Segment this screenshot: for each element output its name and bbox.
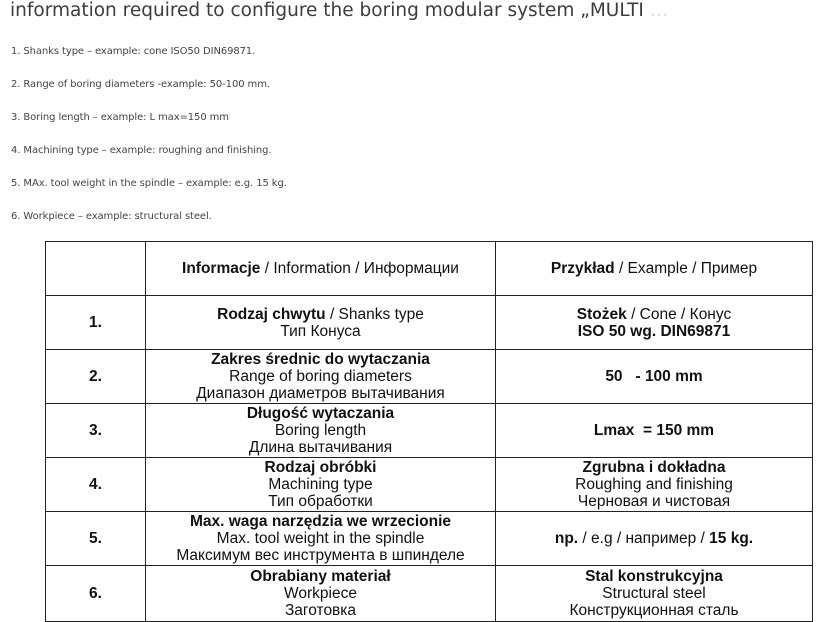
table-row xyxy=(46,458,813,512)
table-row xyxy=(46,566,813,622)
row-example-ru: Конструкционная сталь xyxy=(569,602,739,619)
table-row xyxy=(46,350,813,404)
row-info-cell xyxy=(146,512,496,566)
requirement-item-1: 1. Shanks type – example: cone ISO50 DIN69871. xyxy=(11,46,256,57)
row-example-cell xyxy=(496,350,813,404)
row-info-cell xyxy=(146,296,496,350)
row-example-en: Roughing and finishing xyxy=(575,476,733,493)
row-number: 1. xyxy=(46,296,146,350)
row-info-ru: Заготовка xyxy=(284,602,357,619)
table-row xyxy=(46,296,813,350)
heading-fade: … xyxy=(649,0,669,21)
heading-text: information required to configure the boring modular system „MULTI xyxy=(10,0,644,21)
row-info-en: Range of boring diameters xyxy=(229,368,412,385)
row-info-cell xyxy=(146,458,496,512)
row-example-pl: Stożek xyxy=(576,305,627,323)
row-example-cell xyxy=(496,566,813,622)
row-info-en: Boring length xyxy=(274,422,367,439)
row-info-en: Workpiece xyxy=(284,585,357,602)
header-info-pl: Informacje xyxy=(182,260,261,277)
row-example-value: 15 kg. xyxy=(709,530,754,547)
row-info-cell xyxy=(146,350,496,404)
row-info-pl: Max. waga narzędzia we wrzecionie xyxy=(189,513,451,530)
table-row xyxy=(46,512,813,566)
config-table xyxy=(45,241,813,622)
row-example-pl: np. xyxy=(554,530,579,547)
row-number: 2. xyxy=(46,350,146,404)
page-heading xyxy=(10,0,668,21)
row-example-en: Structural steel xyxy=(602,585,706,602)
row-example-value: Lmax = 150 mm xyxy=(593,422,715,439)
header-info-cell xyxy=(146,242,496,296)
row-info-cell xyxy=(146,404,496,458)
row-info-cell xyxy=(146,566,496,622)
requirement-item-3: 3. Boring length – example: L max=150 mm xyxy=(11,112,229,123)
header-example-pl: Przykład xyxy=(550,260,615,277)
header-empty-cell xyxy=(46,242,146,296)
row-example-line2: ISO 50 wg. DIN69871 xyxy=(577,322,731,340)
row-info-pl: Rodzaj obróbki xyxy=(264,459,377,476)
row-number: 4. xyxy=(46,458,146,512)
requirement-item-4: 4. Machining type – example: roughing and finishing. xyxy=(11,145,272,156)
requirement-item-2: 2. Range of boring diameters -example: 50-100 mm. xyxy=(11,79,270,90)
row-info-pl: Zakres średnic do wytaczania xyxy=(211,351,430,368)
row-info-ru: Длина вытачивания xyxy=(248,439,393,456)
row-example-rest: / Cone / Конус xyxy=(626,305,732,323)
row-example-cell xyxy=(496,512,813,566)
row-info-ru: Максимум вес инструмента в шпинделе xyxy=(176,547,465,564)
row-info-pl: Długość wytaczania xyxy=(246,405,395,422)
row-number: 5. xyxy=(46,512,146,566)
row-example-ru: Черновая и чистовая xyxy=(577,493,731,510)
row-example-value: 50 - 100 mm xyxy=(605,368,703,385)
requirement-item-5: 5. MAx. tool weight in the spindle – example: e.g. 15 kg. xyxy=(11,178,287,189)
table-row xyxy=(46,404,813,458)
row-example-cell xyxy=(496,458,813,512)
row-info-pl: Rodzaj chwytu xyxy=(217,305,326,323)
header-example-cell xyxy=(496,242,813,296)
row-example-cell xyxy=(496,404,813,458)
header-example-rest: / Example / Пример xyxy=(614,260,758,277)
row-info-en: Machining type xyxy=(268,476,373,493)
row-example-pl: Zgrubna i dokładna xyxy=(582,459,726,476)
row-info-pl: Obrabiany materiał xyxy=(250,568,391,585)
row-number: 6. xyxy=(46,566,146,622)
row-info-ru: Тип Конуса xyxy=(280,322,361,340)
row-example-mid: / e.g / например / xyxy=(578,530,710,547)
row-info-en: / Shanks type xyxy=(325,305,424,323)
row-number: 3. xyxy=(46,404,146,458)
row-info-ru: Тип обработки xyxy=(268,493,373,510)
table-header-row xyxy=(46,242,813,296)
header-info-rest: / Information / Информации xyxy=(260,260,459,277)
row-example-cell xyxy=(496,296,813,350)
requirement-item-6: 6. Workpiece – example: structural steel. xyxy=(11,211,212,222)
row-info-ru: Диапазон диаметров вытачивания xyxy=(196,385,445,402)
row-example-pl: Stal konstrukcyjna xyxy=(585,568,723,585)
row-info-en: Max. tool weight in the spindle xyxy=(216,530,425,547)
